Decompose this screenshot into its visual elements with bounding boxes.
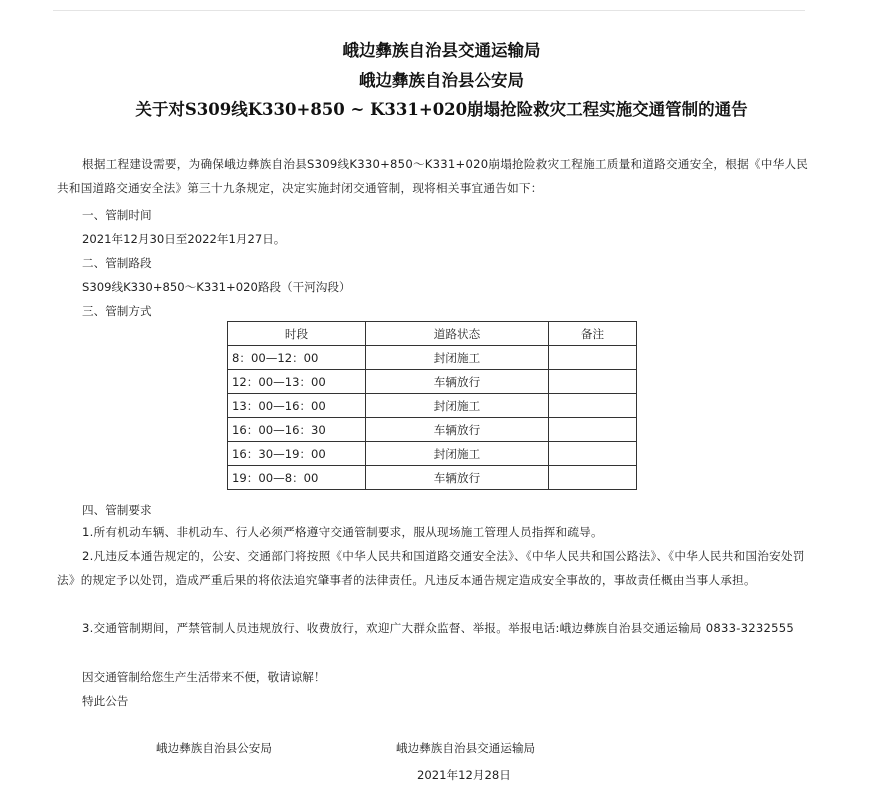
issuer-transport: 峨边彝族自治县交通运输局: [396, 741, 536, 755]
control-schedule-table: [227, 321, 637, 490]
cell-time: 8：00—12：00: [228, 346, 366, 370]
cell-note: [549, 442, 637, 466]
agency-title-transport: 峨边彝族自治县交通运输局: [342, 41, 541, 60]
column-header-note: 备注: [549, 322, 637, 346]
requirement-item-3: 3.交通管制期间，严禁管制人员违规放行、收费放行，欢迎广大群众监督、举报。举报电话:峨边彝族自治县交通运输局 0833-3232555: [82, 621, 795, 635]
section-heading-requirements: 四、管制要求: [82, 503, 152, 517]
issue-date: 2021年12月28日: [417, 768, 511, 782]
cell-note: [549, 370, 637, 394]
cell-status: 车辆放行: [366, 370, 549, 394]
cell-status: 封闭施工: [366, 394, 549, 418]
notice-title: 关于对S309线K330+850 ~ K331+020崩塌抢险救灾工程实施交通管制的通告: [135, 100, 748, 119]
apology-text: 因交通管制给您生产生活带来不便，敬请谅解！: [82, 670, 326, 684]
cell-time: 16：30—19：00: [228, 442, 366, 466]
table-row: [228, 466, 637, 490]
requirement-item-2: 2.凡违反本通告规定的，公安、交通部门将按照《中华人民共和国道路交通安全法》、《中华人民共和国公路法》、《中华人民共和国治安处罚法》的规定予以处罚，造成严重后果的将依法追究肇事者的法律责任。凡违反本通告规定造成安全事故的，事故责任概由当事人承担。: [57, 549, 805, 587]
cell-time: 12：00—13：00: [228, 370, 366, 394]
table-row: [228, 418, 637, 442]
table-row: [228, 394, 637, 418]
notice-closing-text: 特此公告: [82, 694, 129, 708]
cell-time: 16：00—16：30: [228, 418, 366, 442]
cell-status: 车辆放行: [366, 466, 549, 490]
cell-time: 13：00—16：00: [228, 394, 366, 418]
agency-title-police: 峨边彝族自治县公安局: [359, 71, 524, 90]
intro-paragraph: 根据工程建设需要，为确保峨边彝族自治县S309线K330+850～K331+020崩塌抢险救灾工程施工质量和道路交通安全，根据《中华人民共和国道路交通安全法》第三十九条规定，决定实施封闭交通管制，现将相关事宜通告如下：: [57, 157, 809, 195]
column-header-status: 道路状态: [366, 322, 549, 346]
cell-status: 封闭施工: [366, 346, 549, 370]
table-row: [228, 442, 637, 466]
table-header-row: [228, 322, 637, 346]
cell-note: [549, 466, 637, 490]
cell-status: 封闭施工: [366, 442, 549, 466]
cell-status: 车辆放行: [366, 418, 549, 442]
column-header-time: 时段: [228, 322, 366, 346]
table-row: [228, 370, 637, 394]
section-heading-time: 一、管制时间: [82, 208, 152, 222]
top-divider: [53, 10, 805, 11]
cell-note: [549, 418, 637, 442]
section-heading-method: 三、管制方式: [82, 304, 152, 318]
cell-time: 19：00—8：00: [228, 466, 366, 490]
section-heading-road: 二、管制路段: [82, 256, 152, 270]
control-time-text: 2021年12月30日至2022年1月27日。: [82, 232, 286, 246]
cell-note: [549, 394, 637, 418]
cell-note: [549, 346, 637, 370]
table-row: [228, 346, 637, 370]
issuer-police: 峨边彝族自治县公安局: [156, 741, 272, 755]
requirement-item-1: 1.所有机动车辆、非机动车、行人必须严格遵守交通管制要求，服从现场施工管理人员指挥和疏导。: [82, 525, 603, 539]
control-road-text: S309线K330+850～K331+020路段（干河沟段）: [82, 280, 351, 294]
